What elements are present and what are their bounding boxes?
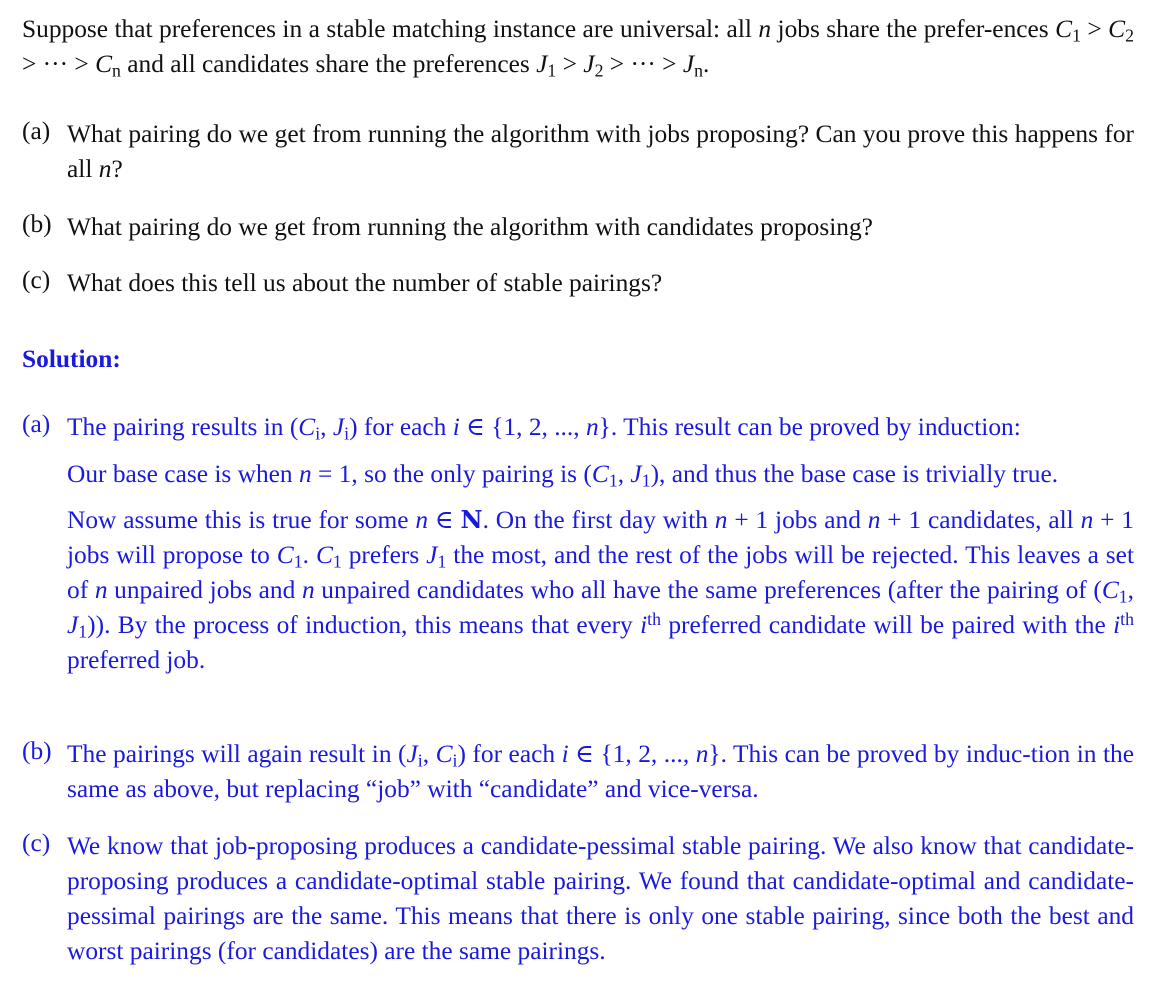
math-op: > ··· >	[22, 50, 96, 78]
math-subscript: i	[344, 423, 350, 444]
math-op: ∈ {1, 2, ...,	[459, 413, 586, 441]
math-var: C	[1101, 576, 1119, 604]
question-label: (c)	[22, 266, 51, 294]
math-op: ∈	[428, 506, 461, 534]
text-run: + 1 candidates, all	[880, 506, 1081, 534]
math-var: C	[298, 413, 316, 441]
solution-heading: Solution:	[22, 345, 121, 373]
text-run: What pairing do we get from running the algorithm with jobs proposing? Can you prove this happens for all	[67, 120, 1134, 183]
math-var: C	[591, 460, 609, 488]
math-var: n	[415, 506, 429, 534]
math-var: n	[94, 576, 108, 604]
solution-a-base-case	[67, 457, 1134, 492]
naturals-symbol: N	[460, 505, 483, 534]
math-op: >	[556, 50, 584, 78]
math-var: J	[682, 50, 695, 78]
math-subscript: 1	[78, 621, 88, 642]
text-run: the most, and the rest of the jobs will be rejected. This leaves a set of	[67, 541, 1135, 604]
math-superscript: th	[1120, 609, 1134, 629]
question-b	[22, 210, 1134, 245]
math-var: n	[585, 413, 599, 441]
math-subscript: 1	[437, 551, 447, 572]
math-var: i	[640, 611, 648, 639]
question-label: (b)	[22, 210, 52, 238]
math-var: n	[695, 740, 709, 768]
math-var: J	[332, 413, 345, 441]
text-run: Now assume this is true for some	[67, 506, 416, 534]
solution-b-text	[67, 737, 1134, 807]
math-subscript: i	[452, 750, 458, 771]
math-var: J	[67, 611, 79, 639]
text-run: unpaired jobs and	[107, 576, 302, 604]
solution-a	[22, 410, 1134, 678]
text-run: .	[703, 50, 710, 78]
math-var: C	[1055, 15, 1073, 43]
math-var: J	[536, 50, 548, 78]
math-op: >	[1080, 15, 1109, 43]
math-subscript: 1	[641, 470, 651, 491]
solution-a-claim	[67, 410, 1134, 445]
question-label: (a)	[22, 117, 51, 145]
text-run: unpaired candidates who all have the same preferences (after the pairing of (	[314, 576, 1102, 604]
math-op: ,	[617, 460, 631, 488]
math-var: J	[630, 460, 642, 488]
question-text	[67, 117, 1134, 187]
text-run: prefers	[341, 541, 427, 569]
question-text: What pairing do we get from running the algorithm with candidates proposing?	[67, 213, 873, 241]
math-subscript: 2	[1125, 25, 1134, 46]
math-subscript: 1	[332, 551, 342, 572]
math-var: C	[1108, 15, 1126, 43]
solution-c-text: We know that job-proposing produces a candidate-pessimal stable pairing. We also know that candidate-proposing produces a candidate-optimal stable pairing. We found that candidate-optimal and candidate-pessimal pairings are the same. This means that there is only one stable pairing, since both the best and worst pairings (for candidates) are the same pairings.	[67, 832, 1134, 965]
text-run: .	[302, 541, 316, 569]
math-subscript: i	[417, 750, 423, 771]
text-run: ) for each	[349, 413, 453, 441]
text-run: }. This result can be proved by induction:	[598, 413, 1021, 441]
text-run: )). By the process of induction, this means that every	[87, 611, 641, 639]
text-run: and all candidates share the preferences	[120, 50, 537, 78]
text-run: }. This can be proved by induc-tion in the same as above, but replacing “job” with “candidate” and vice-versa.	[67, 740, 1134, 803]
solution-a-inductive-step	[67, 502, 1134, 678]
math-subscript: 1	[1072, 25, 1081, 46]
math-var: J	[426, 541, 438, 569]
text-run: Suppose that preferences in a stable matching instance are universal: all	[22, 15, 759, 43]
math-var: C	[276, 541, 294, 569]
math-op: > ··· >	[603, 50, 683, 78]
math-var: C	[95, 50, 112, 78]
math-op: = 1, so the only pairing is (	[311, 460, 592, 488]
math-var: J	[583, 50, 595, 78]
solution-b	[22, 737, 1134, 807]
text-run: + 1 jobs and	[727, 506, 868, 534]
text-run: + 1 jobs will propose to	[67, 506, 1134, 569]
text-run: ?	[111, 155, 123, 183]
math-superscript: th	[647, 609, 661, 629]
math-subscript: 1	[1118, 586, 1128, 607]
math-var: C	[435, 740, 453, 768]
text-run: preferred candidate will be paired with the	[660, 611, 1114, 639]
math-var: i	[561, 740, 569, 768]
text-run: Our base case is when	[67, 460, 299, 488]
math-var: J	[406, 740, 418, 768]
solution-label: (b)	[22, 737, 52, 765]
question-c	[22, 266, 1134, 301]
math-var: i	[452, 413, 460, 441]
math-op: ,	[1127, 576, 1135, 604]
math-var: n	[298, 460, 312, 488]
question-a	[22, 117, 1134, 187]
math-var: n	[98, 155, 112, 183]
solution-label: (a)	[22, 410, 51, 438]
question-text: What does this tell us about the number of stable pairings?	[67, 269, 663, 297]
math-subscript: 1	[547, 60, 557, 81]
math-subscript: i	[315, 423, 321, 444]
math-var: C	[315, 541, 333, 569]
math-var: n	[867, 506, 881, 534]
text-run: preferred job.	[67, 646, 206, 674]
solution-c	[22, 829, 1134, 969]
math-subscript: n	[112, 60, 121, 81]
text-run: The pairings will again result in (	[67, 740, 407, 768]
math-var: i	[1113, 611, 1121, 639]
math-op: ,	[422, 740, 436, 768]
math-subscript: 1	[608, 470, 618, 491]
math-var: n	[301, 576, 315, 604]
text-run: . On the first day with	[482, 506, 715, 534]
solution-label: (c)	[22, 829, 51, 857]
text-run: jobs share the prefer-ences	[771, 15, 1056, 43]
math-var: n	[758, 15, 772, 43]
math-op: ,	[320, 413, 333, 441]
math-subscript: 2	[594, 60, 604, 81]
text-run: ), and thus the base case is trivially true.	[650, 460, 1059, 488]
math-subscript: 1	[293, 551, 303, 572]
math-var: n	[1080, 506, 1094, 534]
math-var: n	[714, 506, 728, 534]
math-op: ∈ {1, 2, ...,	[568, 740, 696, 768]
math-subscript: n	[694, 60, 704, 81]
text-run: ) for each	[457, 740, 562, 768]
problem-statement	[22, 12, 1134, 82]
text-run: The pairing results in (	[67, 413, 299, 441]
